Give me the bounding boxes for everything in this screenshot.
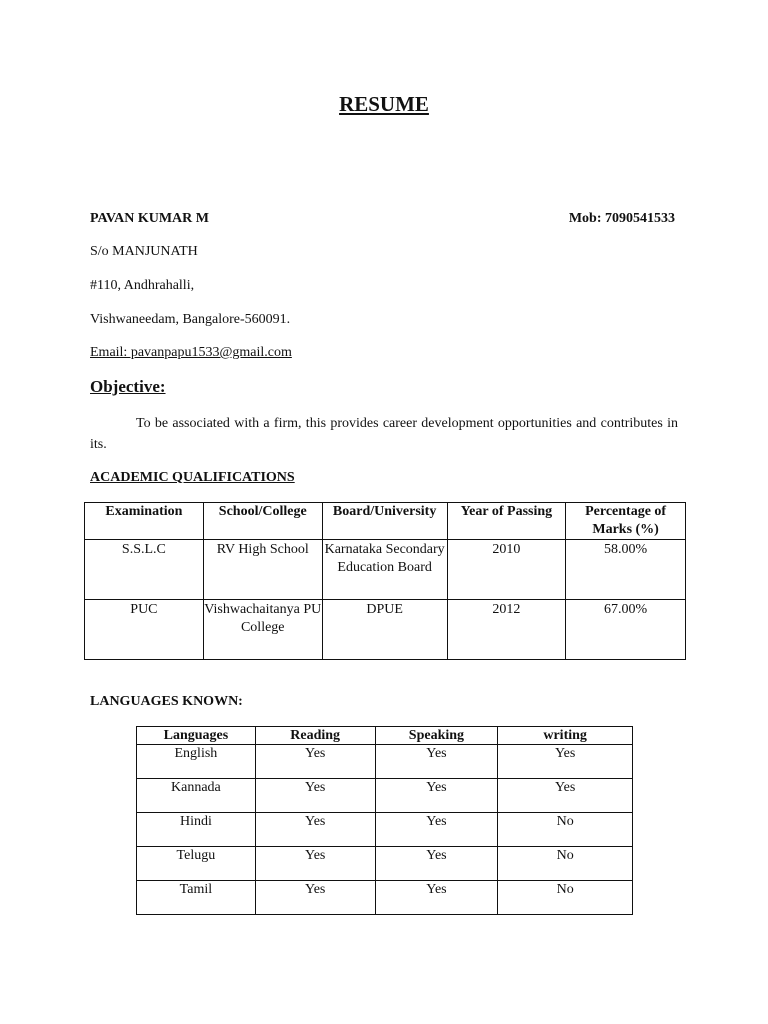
table-cell: Yes — [255, 847, 375, 881]
table-cell: S.S.L.C — [85, 540, 204, 600]
table-row — [85, 540, 686, 600]
table-cell: Tamil — [137, 881, 256, 915]
table-cell: PUC — [85, 600, 204, 660]
col-header: Year of Passing — [447, 503, 566, 540]
table-cell: Yes — [255, 745, 375, 779]
table-cell: Yes — [498, 779, 633, 813]
table-row — [137, 745, 633, 779]
table-cell: English — [137, 745, 256, 779]
mobile-number: Mob: 7090541533 — [568, 211, 675, 226]
table-cell: DPUE — [322, 600, 447, 660]
academic-heading: ACADEMIC QUALIFICATIONS — [90, 470, 295, 485]
academic-table — [84, 502, 686, 660]
table-cell: 2010 — [447, 540, 566, 600]
document-title: RESUME — [339, 92, 429, 116]
col-header: writing — [498, 727, 633, 745]
col-header: Languages — [137, 727, 256, 745]
table-cell: Yes — [375, 813, 498, 847]
table-cell: Yes — [255, 881, 375, 915]
col-header: Percentage of Marks (%) — [566, 503, 686, 540]
table-cell: Yes — [255, 779, 375, 813]
table-cell: Karnataka Secondary Education Board — [322, 540, 447, 600]
table-cell: 58.00% — [566, 540, 686, 600]
table-cell: Hindi — [137, 813, 256, 847]
address-line-1: #110, Andhrahalli, — [90, 278, 195, 293]
table-row — [137, 881, 633, 915]
table-row — [137, 779, 633, 813]
table-cell: No — [498, 813, 633, 847]
table-cell: Yes — [375, 881, 498, 915]
table-row — [137, 847, 633, 881]
table-cell: Yes — [375, 779, 498, 813]
table-header-row — [85, 503, 686, 540]
table-cell: Yes — [375, 847, 498, 881]
relation-line: S/o MANJUNATH — [90, 244, 198, 259]
col-header: Speaking — [375, 727, 498, 745]
col-header: School/College — [203, 503, 322, 540]
table-cell: 2012 — [447, 600, 566, 660]
table-row — [137, 813, 633, 847]
table-header-row — [137, 727, 633, 745]
table-cell: Kannada — [137, 779, 256, 813]
email-link[interactable]: Email: pavanpapu1533@gmail.com — [90, 345, 292, 360]
col-header: Board/University — [322, 503, 447, 540]
table-cell: Vishwachaitanya PU College — [203, 600, 322, 660]
objective-heading: Objective: — [90, 377, 166, 396]
table-cell: Yes — [498, 745, 633, 779]
table-cell: RV High School — [203, 540, 322, 600]
table-cell: No — [498, 847, 633, 881]
col-header: Examination — [85, 503, 204, 540]
table-row — [85, 600, 686, 660]
table-cell: Telugu — [137, 847, 256, 881]
table-cell: No — [498, 881, 633, 915]
languages-table — [136, 726, 633, 915]
table-cell: Yes — [375, 745, 498, 779]
col-header: Reading — [255, 727, 375, 745]
languages-heading: LANGUAGES KNOWN: — [90, 694, 243, 709]
candidate-name: PAVAN KUMAR M — [90, 211, 209, 226]
table-cell: 67.00% — [566, 600, 686, 660]
address-line-2: Vishwaneedam, Bangalore-560091. — [90, 312, 291, 327]
table-cell: Yes — [255, 813, 375, 847]
objective-text: To be associated with a firm, this provides career development opportunities and contributes in its. — [90, 416, 678, 452]
